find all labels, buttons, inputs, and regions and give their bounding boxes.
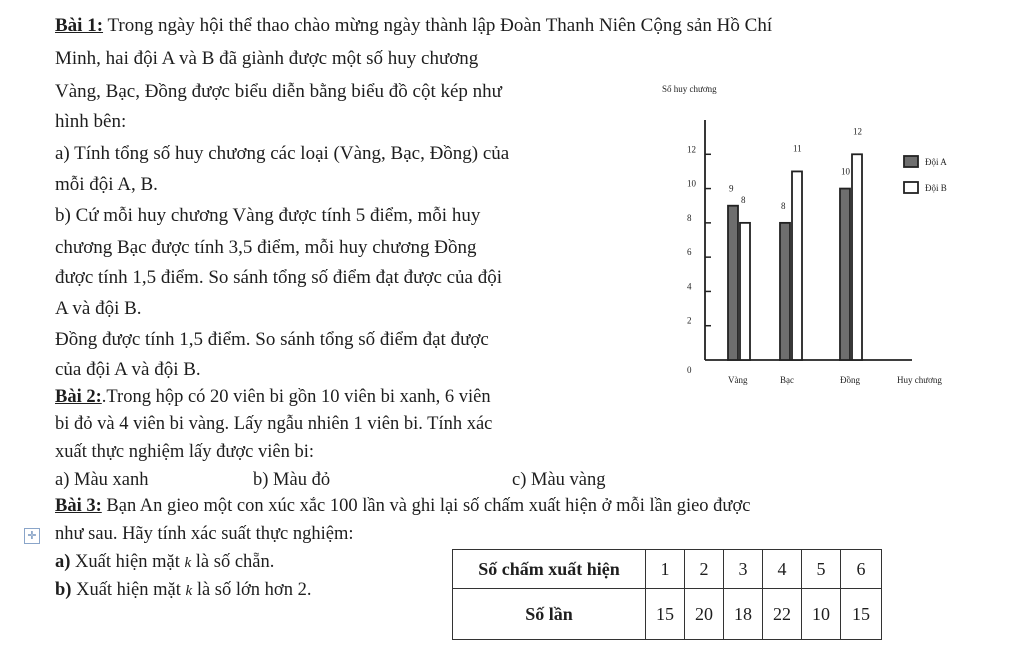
bai2-option-a: a) Màu xanh <box>55 470 149 490</box>
y-tick-label: 6 <box>687 247 692 258</box>
bai2-option-c: c) Màu vàng <box>512 470 606 490</box>
bai1-line-9: được tính 1,5 điểm. So sánh tổng số điểm đạt được của đội <box>55 267 503 288</box>
legend-swatch-b <box>904 182 918 193</box>
table-cell-face: 5 <box>802 550 841 589</box>
bai1-line-8: chương Bạc được tính 3,5 điểm, mỗi huy chương Đồng <box>55 237 477 258</box>
table-cell-face: 3 <box>724 550 763 589</box>
bai1-line-4: hình bên: <box>55 111 127 132</box>
data-label: 8 <box>741 194 746 205</box>
table-cell-count: 22 <box>763 589 802 640</box>
table-row <box>453 589 882 640</box>
table-header-faces: Số chấm xuất hiện <box>453 550 646 589</box>
table-cell-count: 10 <box>802 589 841 640</box>
y-tick-label: 0 <box>687 365 692 375</box>
bai1-question-b: b) Cứ mỗi huy chương Vàng được tính 5 điểm, mỗi huy <box>55 205 481 226</box>
bai3-question-b: b) Xuất hiện mặt k là số lớn hơn 2. <box>55 580 312 600</box>
bai3-line-1: Bài 3: Bạn An gieo một con xúc xắc 100 lần và ghi lại số chấm xuất hiện ở mỗi lần gieo được <box>55 496 751 516</box>
table-cell-count: 18 <box>724 589 763 640</box>
bai3-question-a: a) Xuất hiện mặt k là số chẵn. <box>55 552 275 572</box>
bai2-line-2: bi đỏ và 4 viên bi vàng. Lấy ngẫu nhiên 1 viên bi. Tính xác <box>55 414 493 434</box>
x-tick-label: Vàng <box>728 375 748 385</box>
bai3-line-2: như sau. Hãy tính xác suất thực nghiệm: <box>55 524 354 544</box>
table-cell-count: 15 <box>841 589 882 640</box>
y-tick-label: 10 <box>687 178 696 189</box>
bai1-line-3: Vàng, Bạc, Đồng được biểu diễn bằng biểu đồ cột kép như <box>55 81 502 102</box>
data-label: 11 <box>793 143 802 154</box>
table-cell-face: 6 <box>841 550 882 589</box>
x-tick-label: Bạc <box>780 375 794 385</box>
legend-swatch-a <box>904 156 918 167</box>
bai1-question-a: a) Tính tổng số huy chương các loại (Vàng, Bạc, Đồng) của <box>55 143 510 164</box>
data-label: 9 <box>729 183 734 194</box>
bai1-line-1: Bài 1: Trong ngày hội thể thao chào mừng ngày thành lập Đoàn Thanh Niên Cộng sản Hồ Chí <box>55 15 773 36</box>
table-cell-count: 15 <box>646 589 685 640</box>
table-header-counts: Số lần <box>453 589 646 640</box>
y-tick-label: 12 <box>687 144 696 155</box>
table-cell-count: 20 <box>685 589 724 640</box>
bai1-label: Bài 1: <box>55 15 104 36</box>
data-label: 8 <box>781 200 786 211</box>
data-label: 12 <box>853 126 862 137</box>
bar-a <box>840 189 850 360</box>
dice-results-table <box>452 549 882 640</box>
variable-k: k <box>185 583 193 599</box>
bar-a <box>780 223 790 360</box>
table-cell-face: 4 <box>763 550 802 589</box>
y-tick-label: 2 <box>687 315 692 326</box>
bai1-line-2: Minh, hai đội A và B đã giành được một số huy chương <box>55 48 479 69</box>
bar-b <box>740 223 750 360</box>
table-cell-face: 1 <box>646 550 685 589</box>
bai2-line-1: Bài 2:.Trong hộp có 20 viên bi gồn 10 viên bi xanh, 6 viên <box>55 387 491 407</box>
legend-label: Đội B <box>925 183 947 193</box>
table-row <box>453 550 882 589</box>
y-tick-label: 4 <box>687 281 692 292</box>
bai2-option-b: b) Màu đỏ <box>253 470 331 490</box>
variable-k: k <box>184 555 192 571</box>
x-axis-label: Huy chương <box>897 375 942 385</box>
table-cell-face: 2 <box>685 550 724 589</box>
y-axis-label: Số huy chương <box>662 84 717 94</box>
bai1-line-12: của đội A và đội B. <box>55 359 201 380</box>
table-move-handle-icon[interactable]: ✛ <box>24 528 40 544</box>
bai1-line-6: mỗi đội A, B. <box>55 174 158 195</box>
bar-b <box>852 154 862 360</box>
bar-a <box>728 206 738 360</box>
bai1-line-10: A và đội B. <box>55 298 142 319</box>
x-tick-label: Đồng <box>840 375 860 385</box>
bai2-label: Bài 2: <box>55 387 102 407</box>
bai3-label: Bài 3: <box>55 496 102 516</box>
bai2-line-3: xuất thực nghiệm lấy được viên bi: <box>55 442 314 462</box>
bar-b <box>792 171 802 360</box>
medal-bar-chart <box>650 80 950 400</box>
y-tick-label: 8 <box>687 212 692 223</box>
data-label: 10 <box>841 166 850 177</box>
bai1-line-11: Đồng được tính 1,5 điểm. So sánh tổng số điểm đạt được <box>55 329 489 350</box>
legend-label: Đội A <box>925 157 947 167</box>
